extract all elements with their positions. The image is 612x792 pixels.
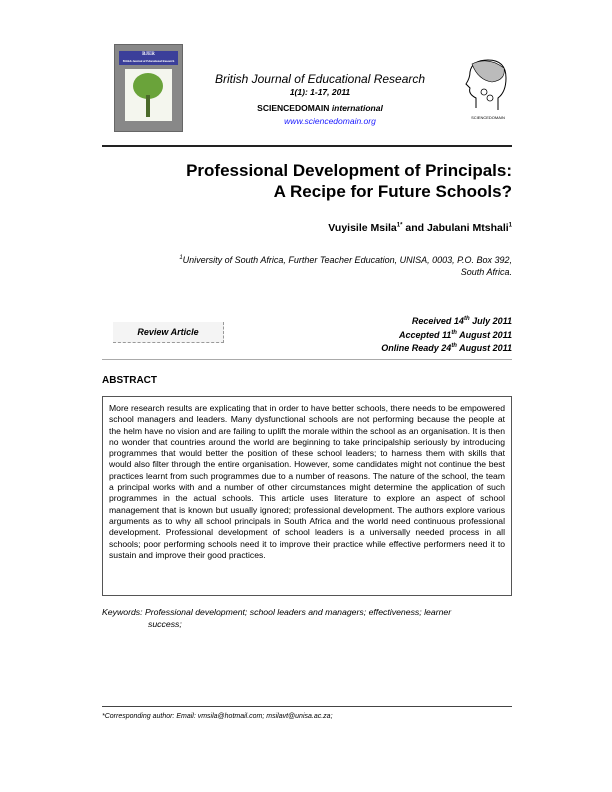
cover-band [119,51,178,65]
affil-line: University of South Africa, Further Teacher Education, UNISA, 0003, P.O. Box 392, [182,255,512,265]
author: Vuyisile Msila [328,222,397,234]
keywords-line: Keywords: Professional development; school leaders and managers; effectiveness; learner [102,607,452,617]
accepted-date: Accepted 11th August 2011 [398,329,512,340]
author: Jabulani Mtshali [426,222,509,234]
logo-label: SCIENCEDOMAIN [471,115,505,120]
article-title [150,160,512,202]
abstract-heading: ABSTRACT [102,375,157,386]
journal-name: British Journal of Educational Research [214,72,426,86]
publisher [170,103,470,113]
footnote-divider [102,706,512,707]
corresponding-author-footnote: *Corresponding author: Email: vmsila@hotmail.com; msilavt@unisa.ac.za; [102,713,333,720]
affil-line: South Africa. [460,267,512,277]
keywords-line: success; [148,618,182,629]
received-date: Received 14th July 2011 [411,316,512,326]
article-type-badge: Review Article [113,322,224,343]
authors [200,222,512,234]
publisher-name: SCIENCEDOMAIN [257,103,330,113]
affiliation [140,252,512,278]
author-sup: 1* [396,222,403,229]
online-date: Online Ready 24th August 2011 [381,343,512,353]
article-dates [300,314,512,355]
divider [102,359,512,360]
cover-label: BJER [142,52,155,57]
divider [102,145,512,147]
author-sup: 1 [508,222,512,229]
affil-sup: 1 [179,255,183,261]
and: and [402,222,427,234]
publisher-url-link[interactable]: www.sciencedomain.org [284,116,376,126]
title-line: Professional Development of Principals: [186,161,512,180]
title-line: A Recipe for Future Schools? [273,182,512,201]
sciencedomain-logo-icon [462,58,512,118]
tree-illustration [125,69,172,121]
journal-issue: 1(1): 1-17, 2011 [289,87,351,97]
abstract-text: More research results are explicating that in order to have better schools, there needs to be empowered school managers and leaders. Many dysfunctional schools are not performing because the people at the helm have no vision and are failing to uplift the morale within the school as an organisation. It is then no wonder that countries around the world are beginning to take principalship seriously by introducing programmes that would better the position of these school leaders; to harness them with skills that would also filter through the entire organisation. However, some candidates might not continue the best practices learnt from such programmes due to a number of reasons. The nature of the school, the team a principal works with and a number of other circumstances might determine the application of such programmes in the actual schools. This article uses literature to explore an aspect of school management that is known but usually ignored; professional development. The authors explore various arguments as to why all school principals in South Africa and the world need continuous professional development. Professional development of school leaders is a universally needed process in all schools; poor performing schools need it to improve their practice while effective performers need it to sustain and improve their good practices. [102,396,512,596]
cover-subtitle: British Journal of Educational Research [122,59,175,63]
publisher-suffix: international [331,103,383,113]
keywords [102,607,512,630]
